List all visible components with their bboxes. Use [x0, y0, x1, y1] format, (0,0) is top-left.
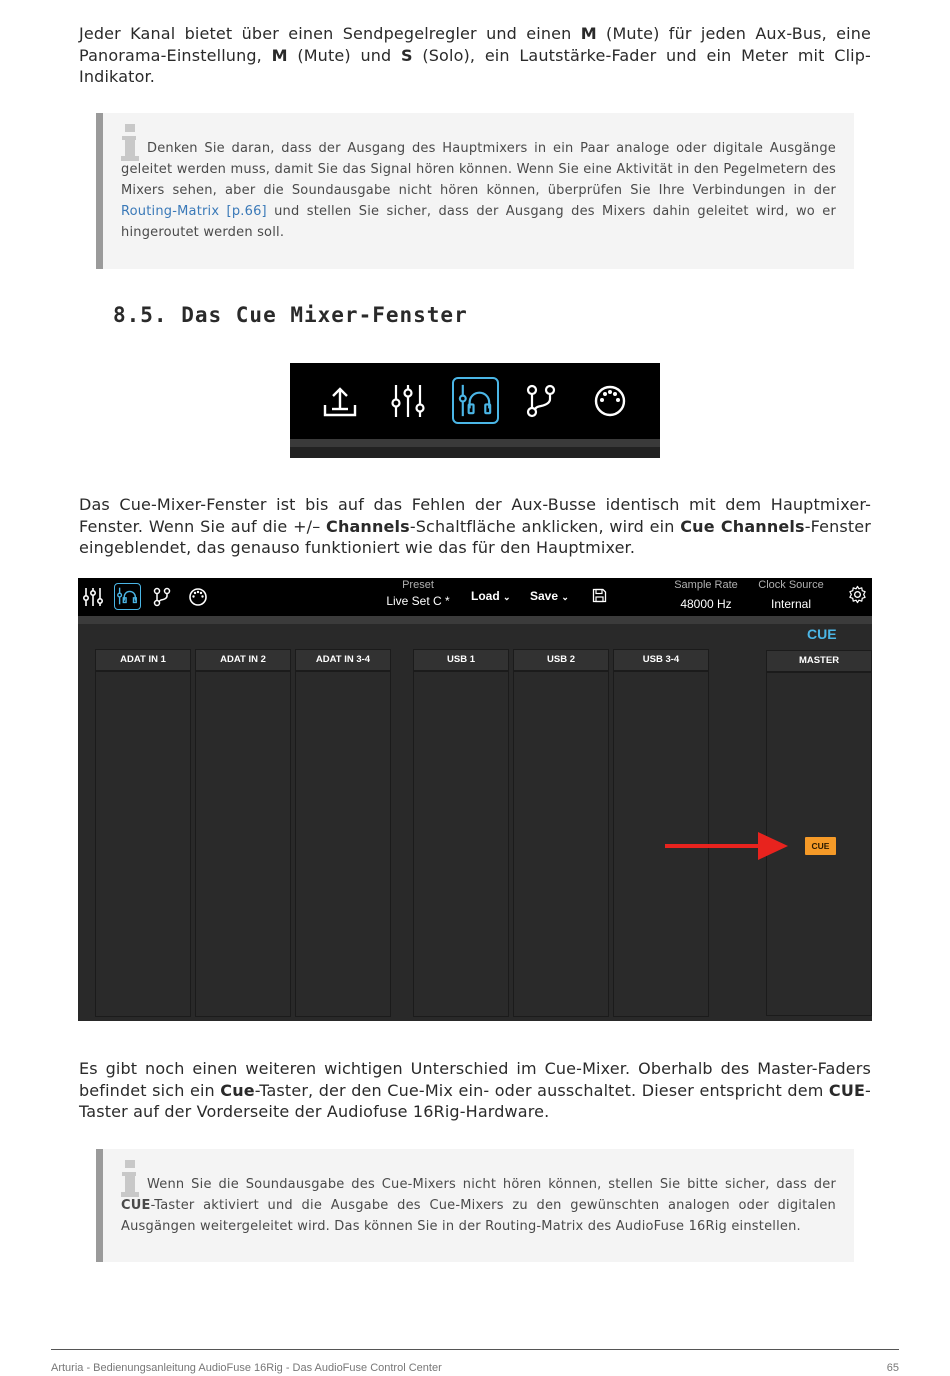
- cue-mixer-paragraph: Das Cue-Mixer-Fenster ist bis auf das Fehlen der Aux-Busse identisch mit dem Hauptmixer-Fenster. Wenn Sie auf die +/– Channels-Schaltfläche anklicken, wird ein Cue Channels-Fenster eingeblendet, das genauso funktioniert wie das für den Hauptmixer.: [79, 495, 872, 557]
- chevron-down-icon: ⌄: [561, 592, 569, 602]
- note-text: Wenn Sie die Soundausgabe des Cue-Mixers nicht hören können, stellen Sie bitte sicher, dass der CUE-Taster aktiviert und die Ausgabe des Cue-Mixers zu den gewünschten analogen oder digitalen Ausgängen weitergeleitet wird. Das können Sie in der Routing-Matrix des AudioFuse 16Rig einstellen.: [121, 1177, 836, 1234]
- cue-button[interactable]: CUE: [805, 837, 836, 855]
- preset-label: Preset: [402, 579, 434, 591]
- cue-headphones-icon: [452, 377, 499, 424]
- clock-source-label: Clock Source: [758, 579, 824, 591]
- cue-title: CUE: [807, 626, 837, 642]
- toolbar-screenshot: [290, 363, 660, 458]
- sample-rate-value[interactable]: 48000 Hz: [680, 597, 732, 611]
- channel-strip: [295, 649, 391, 1017]
- info-note: [96, 1149, 854, 1262]
- note-text: Denken Sie daran, dass der Ausgang des Hauptmixers in ein Paar analoge oder digitale Ausgänge geleitet werden muss, damit Sie das Signal hören können. Wenn Sie eine Aktivität in den Pegelmetern des Mixers sehen, aber die Soundausgabe nicht hören können, überprüfen Sie Ihre Verbindungen in der Routing-Matrix [p.66] und stellen Sie sicher, dass der Ausgang des Mixers dahin geleitet wird, wo er hingeroutet werden soll.: [121, 141, 836, 240]
- master-name: MASTER: [767, 651, 871, 673]
- preset-value[interactable]: Live Set C *: [386, 594, 450, 608]
- clock-source-value[interactable]: Internal: [770, 597, 812, 611]
- channel-name: ADAT IN 3-4: [296, 650, 390, 672]
- mixer-sliders-icon[interactable]: [80, 584, 106, 610]
- channel-name: ADAT IN 2: [196, 650, 290, 672]
- page-number: 65: [886, 1362, 899, 1374]
- floppy-disk-icon[interactable]: [592, 588, 607, 603]
- mixer-sliders-icon: [386, 379, 430, 423]
- chevron-down-icon: ⌄: [503, 592, 511, 602]
- gear-icon[interactable]: [848, 585, 867, 604]
- cue-headphones-icon[interactable]: [114, 583, 141, 610]
- mixer-top-bar: [78, 578, 872, 616]
- channel-strip: [513, 649, 609, 1017]
- footer-text: Arturia - Bedienungsanleitung AudioFuse 16Rig - Das AudioFuse Control Center: [51, 1362, 442, 1374]
- channel-name: USB 1: [414, 650, 508, 672]
- channel-name: USB 3-4: [614, 650, 708, 672]
- load-button[interactable]: Load ⌄: [471, 589, 511, 603]
- footer-divider: [51, 1349, 899, 1350]
- routing-icon[interactable]: [149, 584, 175, 610]
- channel-strip: [413, 649, 509, 1017]
- sample-rate-label: Sample Rate: [674, 579, 738, 591]
- intro-paragraph: Jeder Kanal bietet über einen Sendpegelregler und einen M (Mute) für jeden Aux-Bus, eine Panorama-Einstellung, M (Mute) und S (Solo), ein Lautstärke-Fader und ein Meter mit Clip-Indikator.: [79, 24, 871, 86]
- info-note: [96, 113, 854, 269]
- channel-strip: [95, 649, 191, 1017]
- channel-name: USB 2: [514, 650, 608, 672]
- channel-name: ADAT IN 1: [96, 650, 190, 672]
- routing-matrix-link[interactable]: Routing-Matrix [p.66]: [121, 204, 267, 219]
- cue-mixer-screenshot: [78, 578, 872, 1021]
- upload-tray-icon: [318, 379, 362, 423]
- midi-din-icon[interactable]: [185, 584, 211, 610]
- save-button[interactable]: Save ⌄: [530, 589, 569, 603]
- cue-button-paragraph: Es gibt noch einen weiteren wichtigen Unterschied im Cue-Mixer. Oberhalb des Master-Faders befindet sich ein Cue-Taster, der den Cue-Mix ein- oder ausschaltet. Dieser entspricht dem CUE-Taster auf der Vorderseite der Audiofuse 16Rig-Hardware.: [79, 1059, 871, 1121]
- channel-strip: [195, 649, 291, 1017]
- midi-din-icon: [588, 379, 632, 423]
- red-arrow-annotation: [665, 829, 790, 863]
- section-heading: 8.5. Das Cue Mixer-Fenster: [113, 303, 468, 327]
- routing-icon: [519, 379, 563, 423]
